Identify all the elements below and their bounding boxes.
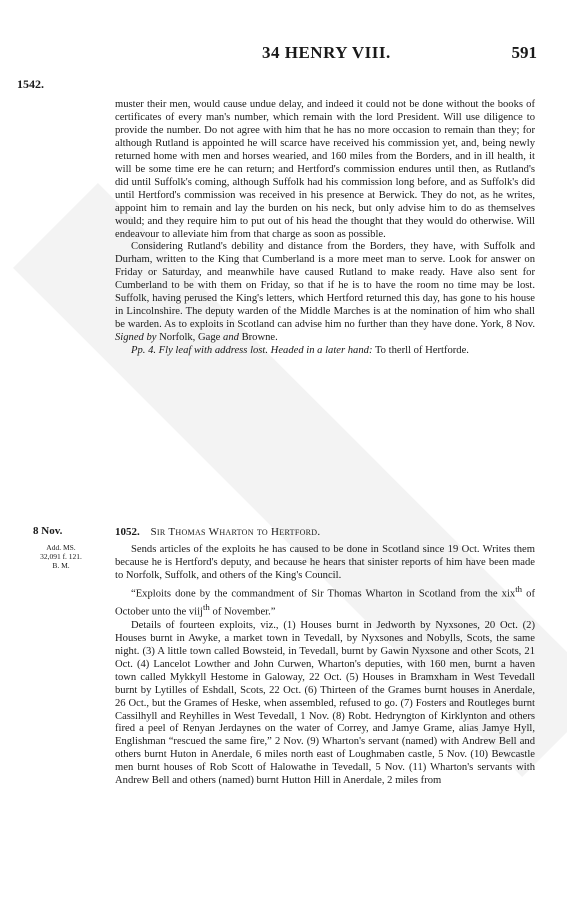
description-note-text: Pp. 4. Fly leaf with address lost. Headed in a later hand: (131, 345, 373, 357)
continued-letter (115, 99, 535, 358)
letter-paragraph-2 (115, 241, 535, 345)
entry-number: 1052. (115, 526, 140, 538)
entry-quote (115, 583, 535, 620)
entry-title: Sir Thomas Wharton to Hertford. (150, 526, 321, 538)
running-title: 34 HENRY VIII. (262, 43, 391, 62)
ref-repository: B. M. (52, 561, 70, 570)
ref-manuscript: Add. MS. (46, 543, 76, 552)
ref-folio: 32,091 f. 121. (40, 552, 82, 561)
entry-date: 8 Nov. (33, 525, 63, 537)
letter-paragraph-2-text: Considering Rutland's debility and distance from the Borders, they have, with Suffolk and Durham, written to the King that Cumberland is a more meet man to serve. Look for answer on Friday or Saturday, and meanwhile have caused Rutland to make ready. Have also sent for Cumberland to be with them on Friday, so that if he is to have the room no time may be lost. Suffolk, having perused the King's letters, which Hertford returned this day, has gone to his house in Lincolnshire. The deputy warden of the Middle Marches is at the nomination of him who shall be warden. As to exploits in Scotland can advise him no further than they have done. York, 8 Nov. (115, 241, 535, 331)
entry-paragraph-3: Details of fourteen exploits, viz., (1) Houses burnt in Jedworth by Nyxsones, 20 Oct. (2) Houses burnt in Awyke, a market town in Tevedall, by Nyxsones and Nobylls, Scots, the same night. (3) A little town called Bowsteid, in Tevedall, burnt by Gawin Nyxsone and other Scots, 21 Oct. (4) Lancelot Lowther and John Curwen, Wharton's deputies, with 160 men, burnt a haven town called Mykkyll Hestome in Galoway, 22 Oct. (5) Houses in Bramxham in West Tevedall burnt by Lytilles of Eshdall, Scots, 22 Oct. (6) Thirteen of the Grames burnt houses in Anerdale, 26 Oct., but the Grames of Heske, when assembled, refused to go. (7) Fosters and Routleges burnt Cassilhyll and Reyhilles in West Tevedall, 1 Nov. (8) Robt. Hedryngton of Kirklynton and others fired a peel of Renyan Jerdaynes on the water of Correy, and Jamye Grame, alias Jamye Hyll, Englishman “rescued the same fire,” 2 Nov. (9) Wharton's servant (named) with Andrew Bell and others burnt Huton in Anerdale, 6 miles north east of Loughmaben castle, 5 Nov. (10) Bewcastle men burnt houses of Rob Scott of Halowathe in Tevedall, 5 Nov. (11) Wharton's servants with Andrew Bell and others (named) burnt Hutton Hill in Anerdale, 2 miles from (115, 619, 535, 787)
running-head (0, 43, 567, 63)
address-note: To therll of Hertforde. (374, 345, 469, 357)
entry-body (115, 544, 535, 788)
quote-text-2: of October unto the viij (115, 588, 535, 618)
page-number: 591 (511, 43, 537, 62)
quote-text-3: of November.” (209, 606, 276, 618)
entry-source-ref (30, 543, 92, 570)
quote-sup-1: th (515, 583, 523, 594)
signatory-2: Gage (198, 332, 221, 344)
signatory-1: Norfolk, (159, 332, 196, 344)
description-note (115, 345, 535, 358)
year-marker: 1542. (17, 77, 44, 91)
quote-sup-2: th (202, 602, 210, 613)
signed-label: Signed by (115, 332, 157, 344)
letter-paragraph-1: muster their men, would cause undue delay, and indeed it could not be done without the books of certificates of every man's number, which remain with the lord President. Will use diligence to provide the number. Do not agree with him that he has no more occasion to remain than they; for although Rutland is appointed he will scarce have received his commission yet, and, being newly returned home with men and horses wearied, and 160 miles from the Borders, and in ill health, it will be some time ere he can return; and Hertford's commission endures until then, as Rutland's did until Suffolk's coming, although Suffolk had his commission long before, and as Suffolk's did until Hertford's commission was received in his presence at Berwick. They do not, as he writes, appoint him to remain and lay the burden on his neck, but only advise him to do as themselves would; and they require him to put out of his head the thought that they would do otherwise. Will endeavour to alleviate him from that charge as soon as possible. (115, 99, 535, 240)
quote-text-1: “Exploits done by the commandment of Sir Thomas Wharton in Scotland from the xix (131, 588, 516, 600)
entry-paragraph-1: Sends articles of the exploits he has caused to be done in Scotland since 19 Oct. Writes them because he is Hertford's deputy, and because he hears that sinister reports of him have been made to Norfolk, Suffolk, and others of the King's Council. (115, 544, 535, 581)
entry-heading (115, 526, 535, 538)
signatory-3: Browne. (241, 332, 278, 344)
signed-and: and (223, 332, 239, 344)
